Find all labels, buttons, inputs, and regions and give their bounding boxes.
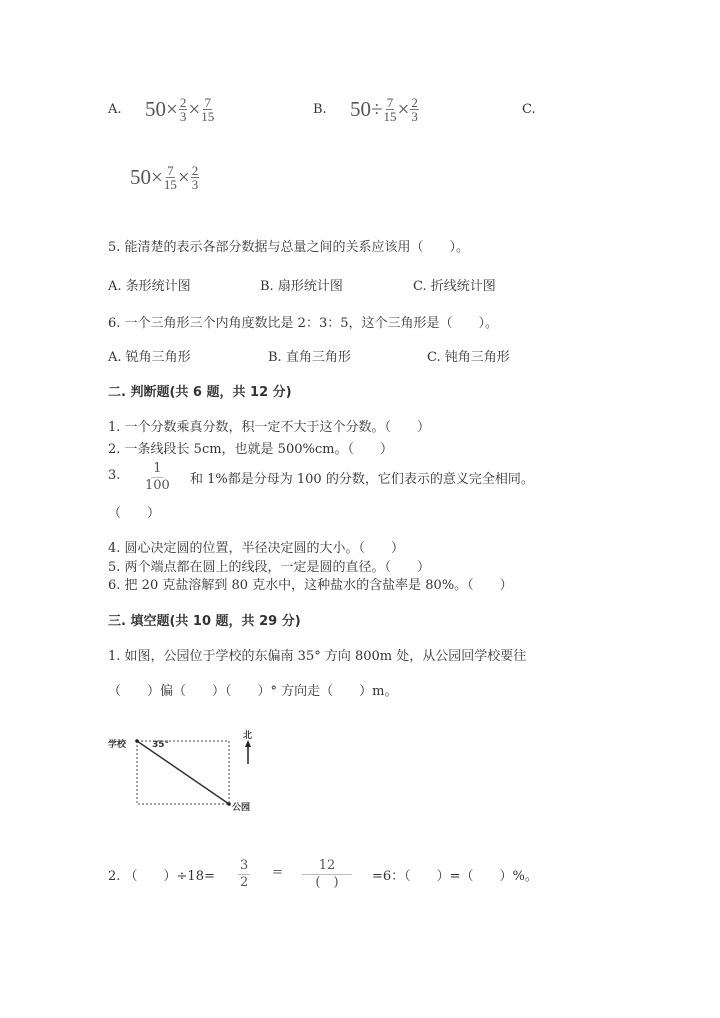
- denominator: 15: [383, 109, 397, 124]
- fraction: [384, 96, 397, 123]
- numerator: 2: [411, 95, 418, 110]
- q5-option-c: C. 折线统计图: [413, 279, 496, 294]
- equals-sign: =: [272, 865, 283, 880]
- denominator: 3: [411, 109, 418, 124]
- judge-item-3-text: 和 1%都是分母为 100 的分数，它们表示的意义完全相同。: [190, 472, 534, 487]
- option-c-label: C.: [522, 102, 536, 117]
- numerator: 3: [240, 858, 249, 873]
- fill-question-1-blanks: （ ）偏（ ）（ ）° 方向走（ ）m。: [108, 684, 398, 699]
- denominator: 100: [145, 478, 170, 493]
- denominator-blank[interactable]: ( ): [315, 875, 339, 890]
- judge-item-3-number: 3.: [108, 468, 121, 483]
- question-6: 6. 一个三角形三个内角度数比是 2：3：5，这个三角形是（ ）。: [108, 316, 498, 331]
- fraction: [179, 96, 188, 123]
- q6-option-c: C. 钝角三角形: [427, 350, 510, 365]
- operator: ×: [151, 165, 163, 189]
- fill-question-1: 1. 如图，公园位于学校的东偏南 35° 方向 800m 处，从公园回学校要往: [108, 649, 527, 664]
- option-a-label: A.: [108, 102, 122, 117]
- numerator: 7: [167, 163, 174, 178]
- park-label: 公园: [232, 803, 251, 813]
- whole: 50: [145, 97, 166, 121]
- judge-item-6: 6. 把 20 克盐溶解到 80 克水中，这种盐水的含盐率是 80%。（ ）: [108, 578, 513, 593]
- q5-option-b: B. 扇形统计图: [260, 279, 343, 294]
- fraction-1-100: [145, 461, 170, 494]
- option-b-label: B.: [313, 102, 327, 117]
- numerator: 1: [153, 461, 162, 476]
- whole: 50: [350, 97, 371, 121]
- school-label: 学校: [108, 740, 127, 750]
- operator: ÷: [371, 97, 383, 121]
- fill-question-2-end: =6：（ ）=（ ）%。: [372, 869, 538, 884]
- judge-item-3-paren: （ ）: [108, 506, 161, 521]
- fraction-12-blank: [302, 858, 352, 891]
- numerator: 2: [191, 163, 199, 178]
- q6-option-b: B. 直角三角形: [268, 350, 351, 365]
- fill-question-2-start: 2. （ ）÷18=: [108, 869, 215, 884]
- section-2-title: 二. 判断题(共 6 题，共 12 分): [108, 385, 292, 400]
- numerator: 12: [302, 858, 352, 875]
- option-b-expression: [350, 96, 420, 123]
- section-3-title: 三. 填空题(共 10 题，共 29 分): [108, 614, 301, 629]
- judge-item-2: 2. 一条线段长 5cm，也就是 500%cm。（ ）: [108, 442, 393, 457]
- q5-option-a: A. 条形统计图: [108, 279, 191, 294]
- denominator: 3: [179, 109, 187, 124]
- q6-option-a: A. 锐角三角形: [108, 350, 191, 365]
- numerator: 7: [386, 95, 394, 110]
- question-5: 5. 能清楚的表示各部分数据与总量之间的关系应该用（ ）。: [108, 240, 470, 255]
- denominator: 2: [240, 875, 249, 890]
- operator: ×: [397, 97, 410, 121]
- fraction: [164, 164, 177, 191]
- numerator: 2: [179, 95, 187, 110]
- angle-label: 35°: [152, 740, 170, 750]
- operator: ×: [188, 97, 201, 121]
- denominator: 3: [191, 177, 199, 192]
- judge-item-4: 4. 圆心决定圆的位置，半径决定圆的大小。（ ）: [108, 541, 405, 556]
- operator: ×: [166, 97, 178, 121]
- direction-diagram: [108, 728, 268, 814]
- option-c-expression: [130, 164, 200, 191]
- denominator: 15: [163, 177, 177, 192]
- whole: 50: [130, 165, 151, 189]
- north-label: 北: [243, 731, 253, 741]
- operator: ×: [177, 165, 190, 189]
- fraction: [410, 96, 419, 123]
- judge-item-5: 5. 两个端点都在圆上的线段，一定是圆的直径。（ ）: [108, 560, 431, 575]
- fraction: [191, 164, 200, 191]
- option-a-expression: [145, 96, 215, 123]
- fraction-3-2: [238, 858, 250, 891]
- denominator: 15: [201, 109, 215, 124]
- judge-item-1: 1. 一个分数乘真分数，积一定不大于这个分数。（ ）: [108, 420, 431, 435]
- numerator: 7: [204, 95, 211, 110]
- fraction: [201, 96, 214, 123]
